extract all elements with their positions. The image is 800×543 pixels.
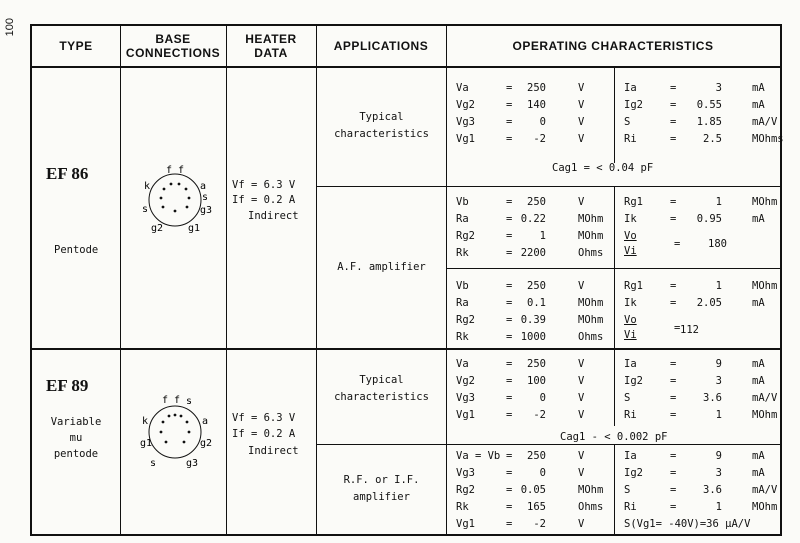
ef89-pin	[174, 414, 177, 417]
ef86-typical-right-param: Ri	[624, 133, 637, 145]
ef86-af1-left-unit: V	[578, 196, 585, 208]
ef89-name: EF 89	[46, 376, 89, 395]
ef86-typical-right-unit: mA	[752, 99, 765, 111]
ef86-af2-left-unit: MOhm	[578, 297, 604, 309]
section-rule	[32, 348, 780, 350]
ef86-af1-left-param: Vb	[456, 196, 469, 208]
ef86-kind: Pentode	[54, 244, 99, 256]
ef86-typical-right-param: Ia	[624, 82, 637, 94]
ef86-typical-right-value: 1.85	[696, 116, 722, 128]
header-base-l1: BASE	[155, 32, 191, 46]
ef89-pin	[183, 441, 186, 444]
ef86-af1-right-unit: mA	[752, 213, 765, 225]
ef89-rf-right-value: 9	[715, 450, 722, 462]
ef86-base-diagram	[138, 164, 212, 236]
ef86-af2-right-unit: MOhm	[752, 280, 778, 292]
ef89-app-rf	[317, 472, 446, 506]
ef89-typical-right-unit: mA/V	[752, 392, 778, 404]
ef86-typical-left-unit: V	[578, 116, 585, 128]
ef86-af1-gain-eq: =	[674, 238, 681, 250]
ef89-typical-left-param: Vg1	[456, 409, 475, 421]
ef89-rf-left-param: Vg3	[456, 467, 475, 479]
ef89-pin-g2: g2	[200, 438, 212, 449]
ef89-typical-right-param: S	[624, 392, 631, 404]
row-rule-3	[316, 444, 780, 445]
col-rule-3	[316, 26, 317, 534]
ef89-typical-right-unit: mA	[752, 358, 765, 370]
ef89-kind-l3: pentode	[53, 448, 99, 460]
ef89-typical-right-param: Ri	[624, 409, 637, 421]
ef86-typical-right-unit: MOhms	[752, 133, 784, 145]
ef86-af1-left-equals: =	[506, 247, 513, 259]
ef89-rf-left-equals: =	[506, 467, 513, 479]
ef89-typical-right-unit: mA	[752, 375, 765, 387]
row-rule-1	[316, 186, 780, 187]
ef86-typical-left-value: 250	[527, 82, 546, 94]
ef89-typical-right-equals: =	[670, 375, 677, 387]
col-rule-1	[120, 26, 121, 534]
ef89-rf-left-equals: =	[506, 450, 513, 462]
ef86-typical-right-param: S	[624, 116, 631, 128]
ef86-name: EF 86	[46, 164, 89, 183]
ef89-rf-right-equals: =	[670, 501, 677, 513]
ef86-af2-left-value: 250	[527, 280, 546, 292]
ef89-mode: Indirect	[248, 445, 299, 457]
ef86-af1-left-param: Ra	[456, 213, 469, 225]
ef89-rf-left-equals: =	[506, 518, 513, 530]
ef89-rf-right-equals: =	[670, 484, 677, 496]
ef86-af2-gain-num: Vo	[624, 314, 637, 326]
ef86-af2-right-param: Ik	[624, 297, 637, 309]
ef86-pin	[185, 188, 188, 191]
ef89-rf-left-param: Vg1	[456, 518, 475, 530]
ef86-pin	[160, 197, 163, 200]
ef89-app-rf-l2: amplifier	[353, 491, 410, 503]
ef86-typical-left-param: Vg2	[456, 99, 475, 111]
ef86-app-typical-l1: Typical	[359, 111, 404, 123]
ef86-pin-g3: g3	[200, 205, 212, 216]
ef89-rf-left-param: Va = Vb	[456, 450, 501, 462]
ef89-rf-right-unit: mA	[752, 450, 765, 462]
ef86-af1-gain-num: Vo	[624, 230, 637, 242]
ef86-pin	[178, 183, 181, 186]
ef89-typical-right-equals: =	[670, 392, 677, 404]
ef86-af2-left-param: Ra	[456, 297, 469, 309]
ef89-pin-f2: f	[174, 395, 181, 406]
ef86-typical-left-unit: V	[578, 133, 585, 145]
header-heater-l2: DATA	[254, 46, 288, 60]
ef89-rf-right-unit: mA	[752, 467, 765, 479]
ef86-af2-left-equals: =	[506, 297, 513, 309]
ef89-typical-left-unit: V	[578, 392, 585, 404]
ef86-pin	[174, 210, 177, 213]
ef86-af2-gain-eq: =	[674, 322, 681, 334]
ef86-af1-right-value: 1	[715, 196, 722, 208]
header-applications: APPLICATIONS	[333, 39, 429, 53]
ef86-typical-left-unit: V	[578, 99, 585, 111]
ef89-kind-l1: Variable	[50, 416, 102, 428]
ef86-pin	[188, 197, 191, 200]
ef86-af2-right-param: Rg1	[624, 280, 643, 292]
ef89-typical-right-value: 3	[715, 375, 722, 387]
ef89-rf-left-value: 250	[527, 450, 546, 462]
ef86-pin	[163, 188, 166, 191]
ef86-af1-left-value: 0.22	[520, 213, 546, 225]
ef89-rf-left-value: 0	[539, 467, 546, 479]
header-heater-l1: HEATER	[245, 32, 297, 46]
mid-rule-b	[614, 186, 615, 348]
ef89-typical-right-equals: =	[670, 409, 677, 421]
ef89-rf-right-value: 3	[715, 467, 722, 479]
ef86-typical-right-unit: mA	[752, 82, 765, 94]
ef89-typical-left-param: Vg3	[456, 392, 475, 404]
ef86-af1-left-equals: =	[506, 230, 513, 242]
ef86-typical-left-equals: =	[506, 116, 513, 128]
ef86-typical-right-equals: =	[670, 99, 677, 111]
row-rule-2	[446, 268, 780, 269]
ef89-pin	[162, 421, 165, 424]
ef86-pin	[162, 206, 165, 209]
ef86-af1-right-value: 0.95	[696, 213, 722, 225]
ef89-kind-l2: mu	[69, 432, 83, 444]
ef86-af1-left-unit: Ohms	[578, 247, 604, 259]
ef86-if: If = 0.2 A	[232, 194, 296, 206]
ef89-rf-left-unit: Ohms	[578, 501, 604, 513]
ef86-af1-left-equals: =	[506, 196, 513, 208]
ef89-pin	[160, 431, 163, 434]
ef89-pin-k: k	[142, 416, 149, 427]
ef86-af1-left-equals: =	[506, 213, 513, 225]
ef89-rf-left-unit: V	[578, 450, 585, 462]
header-heater	[226, 26, 316, 66]
ef89-rf-right-equals: =	[670, 467, 677, 479]
mid-rule-d	[614, 444, 615, 534]
ef86-typical-right-unit: mA/V	[752, 116, 778, 128]
ef89-typical-left-unit: V	[578, 409, 585, 421]
ef89-pin-f1: f	[162, 395, 169, 406]
ef86-af1-right-equals: =	[670, 213, 677, 225]
ef86-af1-left-unit: MOhm	[578, 213, 604, 225]
ef86-pin-s1: s	[202, 192, 209, 203]
ef86-af2-left-param: Rk	[456, 331, 469, 343]
ef86-af1-right-param: Rg1	[624, 196, 643, 208]
ef89-typical-left-value: -2	[533, 409, 546, 421]
ef86-af2-right-value: 2.05	[696, 297, 722, 309]
ef89-typical-right-param: Ig2	[624, 375, 643, 387]
ef86-af1-gain-value: 180	[708, 238, 727, 250]
ef89-rf-left-param: Rk	[456, 501, 469, 513]
ef89-rf-left-value: 165	[527, 501, 546, 513]
ef89-pin	[180, 415, 183, 418]
ef86-af2-left-param: Rg2	[456, 314, 475, 326]
ef89-rf-left-equals: =	[506, 484, 513, 496]
ef89-rf-left-unit: MOhm	[578, 484, 604, 496]
mid-rule-a	[614, 68, 615, 163]
ef89-rf-right-param: Ia	[624, 450, 637, 462]
ef86-vf: Vf = 6.3 V	[232, 179, 296, 191]
ef89-typical-right-param: Ia	[624, 358, 637, 370]
ef86-socket-circle	[149, 174, 201, 226]
ef89-vf: Vf = 6.3 V	[232, 412, 296, 424]
ef86-af1-left-value: 2200	[520, 247, 546, 259]
ef86-typical-left-value: 140	[527, 99, 546, 111]
ef86-af2-left-unit: V	[578, 280, 585, 292]
ef89-base-diagram	[138, 394, 212, 470]
ef86-af2-right-equals: =	[670, 297, 677, 309]
ef86-pin-a: a	[200, 181, 207, 192]
ef89-app-typical-l1: Typical	[359, 374, 404, 386]
col-rule-2	[226, 26, 227, 534]
ef89-pin	[168, 415, 171, 418]
ef86-typical-left-param: Va	[456, 82, 469, 94]
ef86-pin-f2: f	[178, 165, 185, 176]
ef89-pin-a: a	[202, 416, 209, 427]
ef89-typical-left-equals: =	[506, 358, 513, 370]
ef86-af2-gain-den: Vi	[624, 329, 637, 341]
ef86-typical-left-value: -2	[533, 133, 546, 145]
ef86-typical-left-param: Vg3	[456, 116, 475, 128]
ef86-typical-left-equals: =	[506, 99, 513, 111]
ef86-typical-right-param: Ig2	[624, 99, 643, 111]
ef89-rf-right-value: 3.6	[703, 484, 722, 496]
ef89-typical-left-value: 100	[527, 375, 546, 387]
ef86-af1-gain-den: Vi	[624, 245, 637, 257]
ef89-rf-right-param: S	[624, 484, 631, 496]
ef86-app-typical	[317, 109, 446, 143]
ef89-typical-left-equals: =	[506, 392, 513, 404]
col-rule-4	[446, 26, 447, 534]
ef89-typical-right-equals: =	[670, 358, 677, 370]
ef86-pin-f1: f	[166, 165, 173, 176]
ef89-pin-s1: s	[186, 396, 193, 407]
ef86-af2-gain-value: 112	[680, 324, 699, 336]
header-rule	[32, 66, 780, 68]
ef89-pin-s2: s	[150, 458, 157, 469]
ef86-af1-right-equals: =	[670, 196, 677, 208]
ef86-typical-left-unit: V	[578, 82, 585, 94]
ef89-kind	[36, 414, 116, 462]
header-base-l2: CONNECTIONS	[125, 46, 221, 60]
ef89-typical-left-param: Va	[456, 358, 469, 370]
ef89-typical-left-unit: V	[578, 358, 585, 370]
ef86-af2-right-equals: =	[670, 280, 677, 292]
ef86-typical-left-equals: =	[506, 82, 513, 94]
ef89-pin	[188, 431, 191, 434]
ef89-typical-left-equals: =	[506, 409, 513, 421]
ef86-af1-left-value: 250	[527, 196, 546, 208]
ef89-typical-right-unit: MOhm	[752, 409, 778, 421]
ef86-typical-right-value: 0.55	[696, 99, 722, 111]
ef86-typical-right-equals: =	[670, 116, 677, 128]
ef86-af2-left-unit: Ohms	[578, 331, 604, 343]
ef89-rf-left-unit: V	[578, 467, 585, 479]
ef86-af2-left-unit: MOhm	[578, 314, 604, 326]
header-operating: OPERATING CHARACTERISTICS	[512, 39, 714, 53]
ef89-typical-right-value: 9	[715, 358, 722, 370]
ef86-af2-left-equals: =	[506, 280, 513, 292]
ef89-typical-left-param: Vg2	[456, 375, 475, 387]
ef86-af2-right-unit: mA	[752, 297, 765, 309]
ef89-typical-right-value: 3.6	[703, 392, 722, 404]
ef89-rf-left-unit: V	[578, 518, 585, 530]
ef86-pin-g1: g1	[188, 223, 201, 234]
ef86-typical-right-value: 2.5	[703, 133, 722, 145]
ef89-typical-left-value: 250	[527, 358, 546, 370]
ef86-af2-left-value: 0.39	[520, 314, 546, 326]
ef86-af2-left-equals: =	[506, 314, 513, 326]
ef89-rf-left-value: 0.05	[520, 484, 546, 496]
ef89-rf-right-param: Ri	[624, 501, 637, 513]
ef86-pin-s2: s	[142, 204, 149, 215]
ef89-rf-left-value: -2	[533, 518, 546, 530]
header-type: TYPE	[59, 39, 93, 53]
ef89-rf-last: S(Vg1= -40V)=36 µA/V	[624, 518, 751, 530]
ef86-pin-k: k	[144, 181, 151, 192]
ef86-typical-right-equals: =	[670, 82, 677, 94]
ef89-typical-left-value: 0	[539, 392, 546, 404]
ef86-typical-left-value: 0	[539, 116, 546, 128]
ef89-rf-left-param: Rg2	[456, 484, 475, 496]
ef86-app-typical-l2: characteristics	[334, 128, 429, 140]
ef89-rf-right-equals: =	[670, 450, 677, 462]
ef89-if: If = 0.2 A	[232, 428, 296, 440]
ef89-rf-right-unit: MOhm	[752, 501, 778, 513]
ef86-af1-right-unit: MOhm	[752, 196, 778, 208]
ef86-typical-right-value: 3	[715, 82, 722, 94]
ef89-rf-right-param: Ig2	[624, 467, 643, 479]
ef89-typical-left-unit: V	[578, 375, 585, 387]
ef86-af2-left-param: Vb	[456, 280, 469, 292]
ef86-mode: Indirect	[248, 210, 299, 222]
ef89-app-rf-l1: R.F. or I.F.	[343, 474, 420, 486]
ef89-pin	[186, 421, 189, 424]
ef89-pin	[165, 441, 168, 444]
ef89-app-typical	[317, 372, 446, 406]
ef89-typical-left-equals: =	[506, 375, 513, 387]
valve-table	[30, 24, 782, 536]
ef86-af1-left-unit: MOhm	[578, 230, 604, 242]
mid-rule-c	[614, 350, 615, 426]
ef86-af1-left-param: Rk	[456, 247, 469, 259]
ef89-cag: Cag1 - < 0.002 pF	[560, 431, 668, 443]
ef86-pin-g2: g2	[151, 223, 164, 234]
ef86-typical-right-equals: =	[670, 133, 677, 145]
ef89-pin-g3: g3	[186, 458, 199, 469]
ef89-typical-right-value: 1	[715, 409, 722, 421]
page-number: 100	[4, 18, 16, 37]
ef86-cag: Cag1 = < 0.04 pF	[552, 162, 654, 174]
ef89-app-typical-l2: characteristics	[334, 391, 429, 403]
ef86-af1-left-value: 1	[539, 230, 546, 242]
ef86-af1-left-param: Rg2	[456, 230, 475, 242]
ef89-pin-g1: g1	[140, 438, 153, 449]
ef89-rf-right-unit: mA/V	[752, 484, 778, 496]
ef86-af2-left-value: 1000	[520, 331, 546, 343]
ef86-typical-left-param: Vg1	[456, 133, 475, 145]
ef86-af1-right-param: Ik	[624, 213, 637, 225]
ef89-rf-left-equals: =	[506, 501, 513, 513]
ef86-af2-left-value: 0.1	[527, 297, 546, 309]
header-base	[120, 26, 226, 66]
ef86-app-af: A.F. amplifier	[337, 261, 426, 273]
ef86-af2-left-equals: =	[506, 331, 513, 343]
ef86-pin	[186, 206, 189, 209]
ef89-rf-right-value: 1	[715, 501, 722, 513]
ef86-pin	[170, 183, 173, 186]
ef86-typical-left-equals: =	[506, 133, 513, 145]
ef86-af2-right-value: 1	[715, 280, 722, 292]
